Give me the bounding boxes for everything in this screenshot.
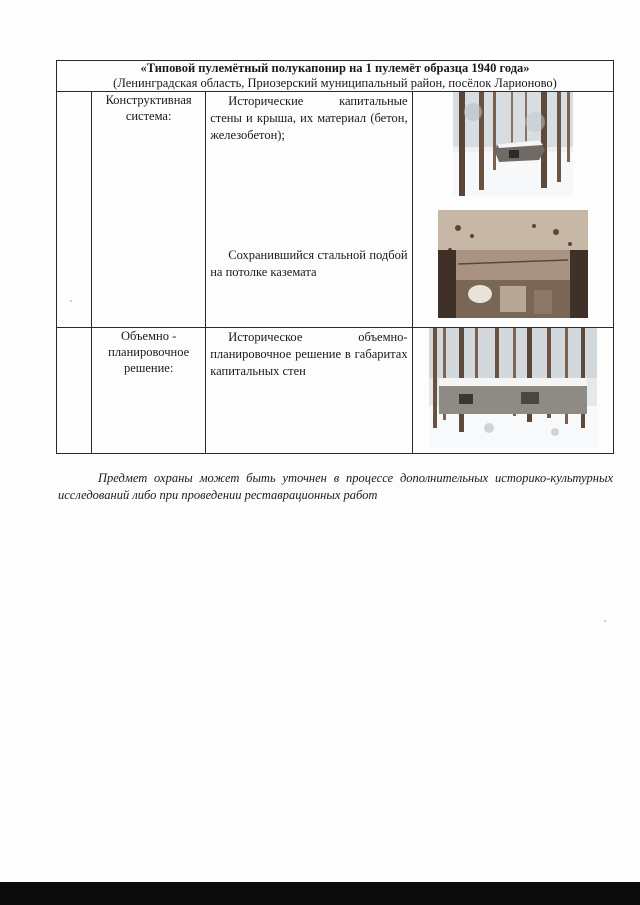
bunker-in-winter-forest-photo [429,328,597,448]
description-text: Исторические капитальные стены и крыша, их материал (бетон, железобетон); [210,94,408,142]
description-text: Сохранившийся стальной подбой на потолке каземата [210,248,408,279]
scan-speck [604,620,606,622]
row-label: Объемно - планировочное решение: [92,328,206,454]
photo-cell [412,328,613,454]
table-row [57,92,614,328]
object-title: «Типовой пулемётный полукапонир на 1 пулемёт образца 1940 года» [140,61,530,75]
row-number-cell [57,92,92,328]
photo-cell [412,92,613,328]
table-header-cell [57,61,614,92]
snowy-forest-bunker-photo [453,92,573,196]
row-label: Конструктивная система: [92,92,206,328]
object-location: (Ленинградская область, Приозерский муниципальный район, посёлок Ларионово) [113,76,557,90]
scan-speck [70,300,72,302]
row-number-cell [57,328,92,454]
description-text: Историческое объемно-планировочное решение в габаритах капитальных стен [210,330,408,378]
protection-subject-table [56,60,614,454]
scan-edge-bar [0,882,640,905]
table-header-row [57,61,614,92]
casemate-ceiling-photo [438,210,588,318]
table-row [57,328,614,454]
description-cell [206,328,412,454]
description-cell [206,92,412,328]
protection-note: Предмет охраны может быть уточнен в процессе дополнительных историко-культурных исследований либо при проведении реставрационных работ [58,471,613,502]
